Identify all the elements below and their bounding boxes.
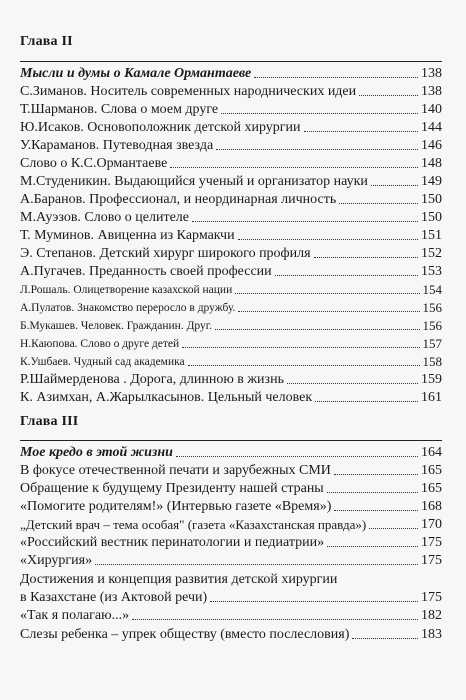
toc-entry-title: Слово о К.С.Ормантаеве <box>20 156 168 171</box>
toc-entry[interactable] <box>20 535 442 551</box>
dot-leader <box>215 328 419 330</box>
toc-entry[interactable] <box>20 336 442 352</box>
toc-entry-title: «Хирургия» <box>20 553 93 568</box>
toc-entry[interactable] <box>20 318 442 334</box>
toc-entry[interactable] <box>20 627 442 643</box>
toc-entry-page: 157 <box>422 336 442 351</box>
toc-entry-page: 159 <box>421 372 442 387</box>
toc-entry-line-1[interactable] <box>20 572 442 588</box>
dot-leader <box>132 618 418 620</box>
toc-entry-title: Н.Каюпова. Слово о друге детей <box>20 338 180 350</box>
toc-entry-title: Достижения и концепция развития детской хирургии <box>20 572 338 587</box>
dot-leader <box>221 112 418 114</box>
toc-entry-title: Б.Мукашев. Человек. Гражданин. Друг. <box>20 320 213 332</box>
toc-entry-title: «Российский вестник перинатологии и педиатрии» <box>20 535 325 550</box>
toc-entry[interactable] <box>20 372 442 388</box>
toc-entry-page: 170 <box>421 517 442 532</box>
toc-entry-page: 149 <box>421 174 442 189</box>
toc-entry[interactable] <box>20 228 442 244</box>
toc-entry[interactable] <box>20 282 442 298</box>
toc-entry-title: В фокусе отечественной печати и зарубежных СМИ <box>20 463 331 478</box>
toc-entry[interactable] <box>20 517 442 533</box>
dot-leader <box>314 256 418 258</box>
dot-leader <box>334 509 418 511</box>
toc-entry[interactable] <box>20 390 442 406</box>
dot-leader <box>238 310 419 312</box>
toc-entry[interactable] <box>20 264 442 280</box>
toc-entry-page: 154 <box>422 282 442 297</box>
toc-entry-line-2[interactable] <box>20 590 442 606</box>
toc-entry-page: 165 <box>421 463 442 478</box>
toc-entry-title: в Казахстане (из Актовой речи) <box>20 590 208 605</box>
toc-entry-title: «Так я полагаю...» <box>20 608 130 623</box>
toc-entry-title: К. Азимхан, А.Жарылкасынов. Цельный человек <box>20 390 313 405</box>
toc-entry[interactable] <box>20 102 442 118</box>
toc-entry[interactable] <box>20 445 442 461</box>
dot-leader <box>369 527 418 529</box>
toc-entry[interactable] <box>20 120 442 136</box>
toc-entry-page: 168 <box>421 499 442 514</box>
toc-entry-page: 183 <box>421 627 442 642</box>
toc-entry-title: Мое кредо в этой жизни <box>20 445 173 460</box>
toc-entry[interactable] <box>20 608 442 624</box>
toc-entry-page: 158 <box>422 354 442 369</box>
toc-entry-title: Ю.Исаков. Основоположник детской хирургии <box>20 120 301 135</box>
toc-entry-page: 150 <box>421 192 442 207</box>
toc-entry-page: 152 <box>421 246 442 261</box>
dot-leader <box>359 94 418 96</box>
toc-entry-page: 175 <box>421 553 442 568</box>
toc-entry-title: «Помогите родителям!» (Интервью газете «Время») <box>20 499 332 514</box>
toc-entry-page: 153 <box>421 264 442 279</box>
dot-leader <box>304 130 419 132</box>
dot-leader <box>182 346 419 348</box>
toc-entry-page: 150 <box>421 210 442 225</box>
toc-entry[interactable] <box>20 553 442 569</box>
toc-entry[interactable] <box>20 192 442 208</box>
dot-leader <box>334 473 418 475</box>
toc-entry-page: 151 <box>421 228 442 243</box>
toc-entry[interactable] <box>20 84 442 100</box>
toc-entry-title: У.Караманов. Путеводная звезда <box>20 138 214 153</box>
dot-leader <box>287 382 418 384</box>
toc-entry-title: Мысли и думы о Камале Ормантаеве <box>20 66 252 81</box>
toc-entry-title: А.Баранов. Профессионал, и неординарная личность <box>20 192 337 207</box>
toc-entry-title: Л.Рошаль. Олицетворение казахской нации <box>20 284 233 296</box>
toc-entry[interactable] <box>20 481 442 497</box>
toc-entry-page: 138 <box>421 84 442 99</box>
toc-entry-page: 165 <box>421 481 442 496</box>
dot-leader <box>254 76 418 78</box>
toc-entry-page: 146 <box>421 138 442 153</box>
toc-entry-title: Т.Шарманов. Слова о моем друге <box>20 102 219 117</box>
toc-entry-page: 140 <box>421 102 442 117</box>
toc-entry-title: Т. Муминов. Авиценна из Кармакчи <box>20 228 235 243</box>
toc-entry[interactable] <box>20 354 442 370</box>
dot-leader <box>327 491 418 493</box>
dot-leader <box>170 166 418 168</box>
toc-entry[interactable] <box>20 210 442 226</box>
toc-entry-page: 156 <box>422 318 442 333</box>
toc-entry[interactable] <box>20 463 442 479</box>
toc-entry-page: 164 <box>421 445 442 460</box>
toc-entry-page: 138 <box>421 66 442 81</box>
toc-entry-title: С.Зиманов. Носитель современных народнических идеи <box>20 84 357 99</box>
toc-entry[interactable] <box>20 138 442 154</box>
dot-leader <box>238 238 418 240</box>
chapter-2-heading: Глава II <box>20 34 73 49</box>
dot-leader <box>327 545 418 547</box>
toc-entry-page: 175 <box>421 535 442 550</box>
dot-leader <box>192 220 418 222</box>
dot-leader <box>95 563 418 565</box>
chapter-2-rule <box>20 61 442 62</box>
dot-leader <box>216 148 418 150</box>
dot-leader <box>315 400 418 402</box>
toc-entry-title: Э. Степанов. Детский хирург широкого профиля <box>20 246 311 261</box>
toc-entry-page: 156 <box>422 300 442 315</box>
toc-entry[interactable] <box>20 156 442 172</box>
dot-leader <box>352 637 418 639</box>
chapter-3-rule <box>20 440 442 441</box>
toc-entry-title: Р.Шаймерденова . Дорога, длинною в жизнь <box>20 372 284 387</box>
toc-entry-title: А.Пулатов. Знакомство переросло в дружбу. <box>20 302 236 314</box>
toc-entry-page: 182 <box>421 608 442 623</box>
toc-entry-page: 148 <box>421 156 442 171</box>
toc-entry-title: А.Пугачев. Преданность своей профессии <box>20 264 272 279</box>
dot-leader <box>188 364 420 366</box>
toc-entry-title: М.Ауэзов. Слово о целителе <box>20 210 189 225</box>
toc-entry-title: М.Студеникин. Выдающийся ученый и организатор науки <box>20 174 368 189</box>
dot-leader <box>176 455 418 457</box>
toc-entry-page: 144 <box>421 120 442 135</box>
toc-entry-title: „Детский врач – тема особая" (газета «Казахстанская правда») <box>20 517 367 532</box>
toc-entry-title: К.Ушбаев. Чудный сад академика <box>20 356 185 368</box>
dot-leader <box>371 184 418 186</box>
toc-entry[interactable] <box>20 499 442 515</box>
toc-entry[interactable] <box>20 174 442 190</box>
toc-entry-page: 175 <box>421 590 442 605</box>
dot-leader <box>210 600 418 602</box>
toc-entry[interactable] <box>20 246 442 262</box>
toc-entry-page: 161 <box>421 390 442 405</box>
toc-entry-title: Обращение к будущему Президенту нашей страны <box>20 481 324 496</box>
toc-entry[interactable] <box>20 66 442 82</box>
dot-leader <box>275 274 418 276</box>
dot-leader <box>339 202 418 204</box>
toc-entry[interactable] <box>20 300 442 316</box>
dot-leader <box>235 292 419 294</box>
chapter-3-heading: Глава III <box>20 414 79 429</box>
toc-entry-title: Слезы ребенка – упрек обществу (вместо послесловия) <box>20 627 350 642</box>
